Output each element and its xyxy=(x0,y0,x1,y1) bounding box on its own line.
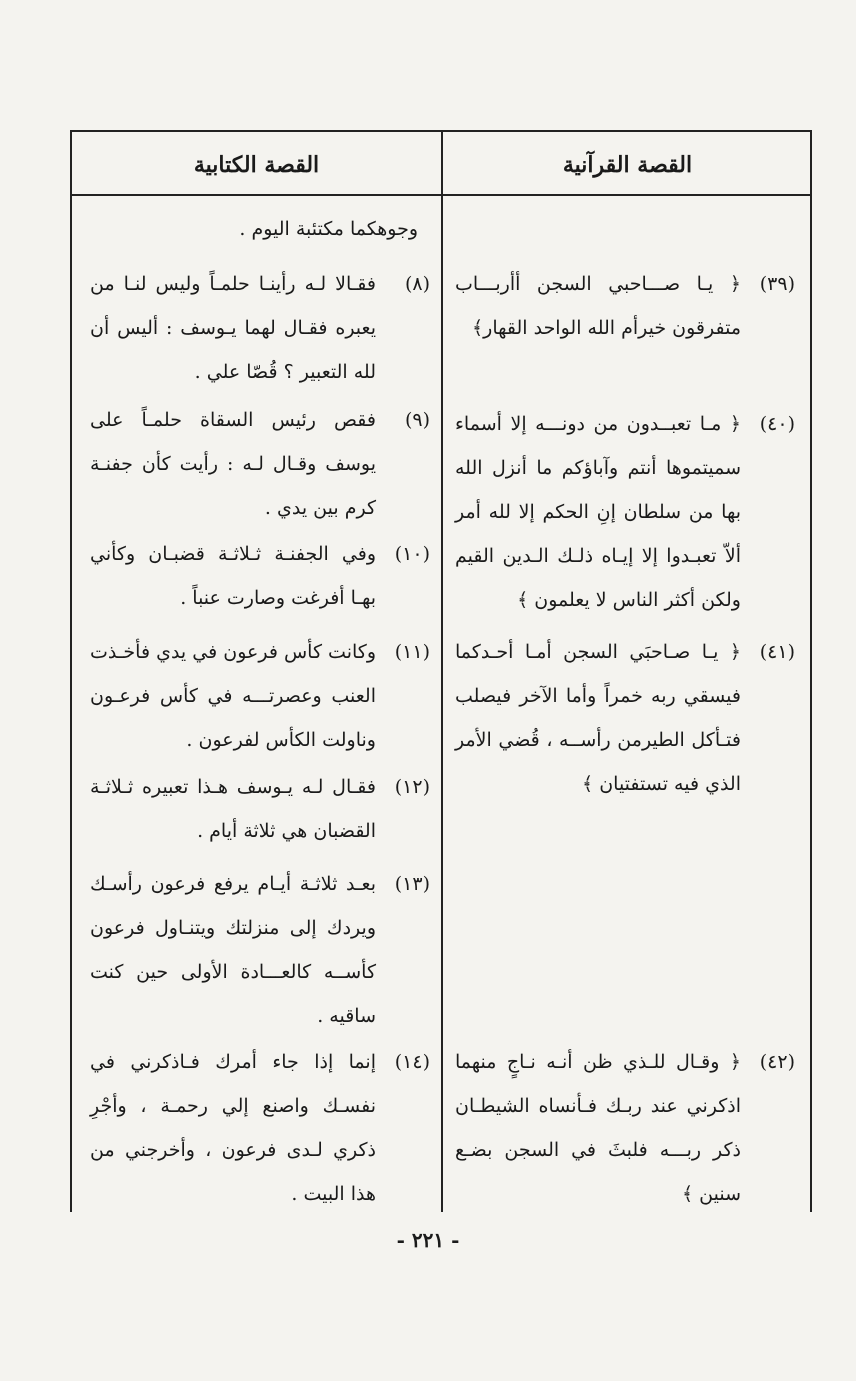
quran-entry xyxy=(455,1040,795,1216)
continuation-text: وجوهكما مكتئبة اليوم . xyxy=(239,218,418,240)
passage-number: (١١) xyxy=(394,641,430,663)
verse-text: ﴿ يـا صـاحبَي السجن أمـا أحـدكما فيسقي ربه خمراً وأما الآخر فيصلب فتـأكل الطيرمن رأســه ، قُضي الأمر الذي فيه تستفتيان ﴾ xyxy=(455,641,741,795)
book-entry xyxy=(90,262,430,394)
quran-entry xyxy=(455,402,795,622)
verse-text: ﴿ مـا تعبــدون من دونـــه إلا أسماء سميتموها أنتم وآباؤكم ما أنزل الله بها من سلطان إنِ الحكم إلا لله أمر ألاّ تعبـدوا إلا إيـاه ذلـك الـدين القيم ولكن أكثر الناس لا يعلمون ﴾ xyxy=(455,413,741,611)
passage-number: (٨) xyxy=(404,273,430,295)
page-number: - ٢٢١ - xyxy=(396,1228,460,1252)
verse-text: ﴿ يـا صـــاحبي السجن أأربـــاب متفرقون خيرأم الله الواحد القهار﴾ xyxy=(455,273,741,339)
book-entry xyxy=(90,398,430,530)
header-biblical-story: القصة الكتابية xyxy=(193,152,320,178)
header-separator xyxy=(70,194,812,196)
passage-text: وكانت كأس فرعون في يدي فأخـذت العنب وعصرتـــه في كأس فرعـون وناولت الكأس لفرعون . xyxy=(90,641,376,751)
quran-entry xyxy=(455,630,795,806)
passage-text: بعـد ثلاثـة أيـام يرفع فرعون رأسـك ويردك إلى منزلتك ويتنـاول فرعون كأســه كالعـــادة الأولى حين كنت ساقيه . xyxy=(90,873,376,1027)
book-continuation xyxy=(90,207,430,251)
header-quranic-story: القصة القرآنية xyxy=(562,152,693,178)
passage-number: (١٠) xyxy=(394,543,430,565)
book-entry xyxy=(90,630,430,762)
verse-number: (٤٠) xyxy=(759,413,795,435)
passage-text: فقـال لـه يـوسف هـذا تعبيره ثـلاثـة القضبان هي ثلاثة أيام . xyxy=(90,776,376,842)
quran-entry xyxy=(455,262,795,350)
book-entry xyxy=(90,765,430,853)
book-entry xyxy=(90,532,430,620)
passage-text: فقص رئيس السقاة حلمـاً على يوسف وقـال لـه : رأيت كأن جفنـة كرم بين يدي . xyxy=(90,409,376,519)
passage-text: إنما إذا جاء أمرك فـاذكرني في نفسـك واصنع إلي رحمـة ، وأجْرِ ذكري لـدى فرعون ، وأخرجني من هذا البيت . xyxy=(90,1051,376,1205)
passage-number: (١٢) xyxy=(394,776,430,798)
passage-text: وفي الجفنـة ثـلاثـة قضبـان وكأني بهـا أفرغت وصارت عنباً . xyxy=(90,543,376,609)
column-divider xyxy=(441,130,443,1212)
verse-number: (٣٩) xyxy=(759,273,795,295)
book-entry xyxy=(90,862,430,1038)
passage-number: (٩) xyxy=(404,409,430,431)
passage-number: (١٣) xyxy=(394,873,430,895)
passage-number: (١٤) xyxy=(394,1051,430,1073)
passage-text: فقـالا لـه رأينـا حلمـاً وليس لنـا من يعبره فقـال لهما يـوسف : أليس أن لله التعبير ؟ قُصّا علي . xyxy=(90,273,376,383)
verse-number: (٤١) xyxy=(759,641,795,663)
verse-number: (٤٢) xyxy=(759,1051,795,1073)
verse-text: ﴿ وقـال للـذي ظن أنـه نـاجٍ منهما اذكرني عند ربـك فـأنساه الشيطـان ذكر ربـــه فلبثَ في السجن بضـع سنين ﴾ xyxy=(455,1051,741,1205)
book-entry xyxy=(90,1040,430,1216)
